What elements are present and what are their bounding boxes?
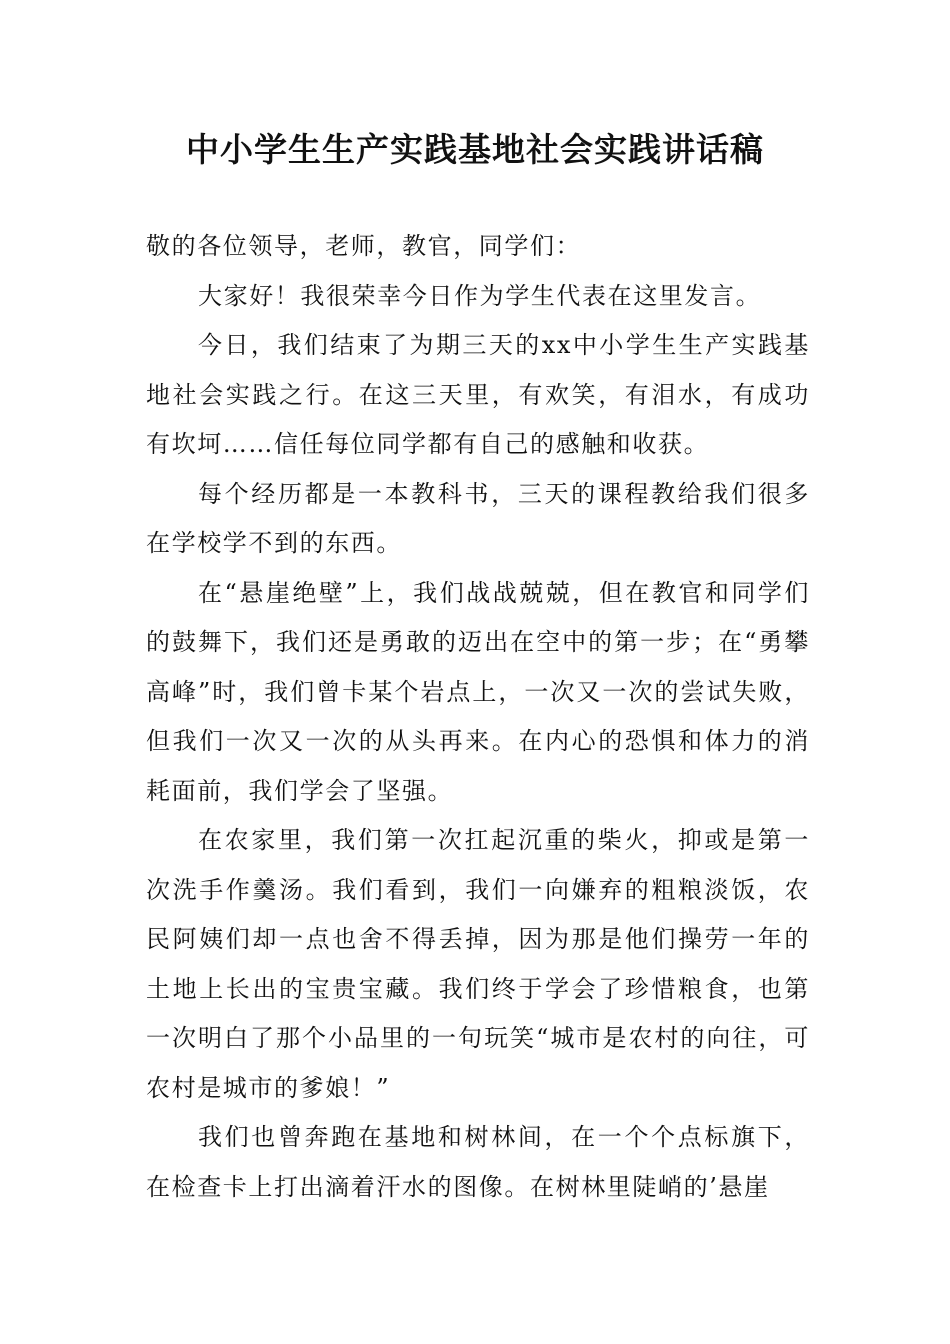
paragraph-farmhouse: 在农家里，我们第一次扛起沉重的柴火，抑或是第一次洗手作羹汤。我们看到，我们一向嫌弃的粗粮淡饭，农民阿姨们却一点也舍不得丢掉，因为那是他们操劳一年的土地上长出的宝贵宝藏。我们终于学会了珍惜粮食，也第一次明白了那个小品里的一句玩笑“城市是农村的向往，可农村是城市的爹娘！” [146,826,810,1102]
salutation: 敬的各位领导，老师，教官，同学们： [146,232,582,260]
document-body [146,222,810,1212]
paragraph-orienteering: 我们也曾奔跑在基地和树林间，在一个个点标旗下，在检查卡上打出滴着汗水的图像。在树林里陡峭的’悬崖 [146,1123,810,1201]
paragraph-lessons: 每个经历都是一本教科书，三天的课程教给我们很多在学校学不到的东西。 [146,479,810,557]
paragraph-greeting: 大家好！我很荣幸今日作为学生代表在这里发言。 [198,281,762,310]
paragraph-introduction: 今日，我们结束了为期三天的xx中小学生生产实践基地社会实践之行。在这三天里，有欢笑，有泪水，有成功有坎坷……信任每位同学都有自己的感触和收获。 [146,331,810,458]
paragraph-cliff-climbing: 在“悬崖绝壁”上，我们战战兢兢，但在教官和同学们的鼓舞下，我们还是勇敢的迈出在空中的第一步；在“勇攀高峰”时，我们曾卡某个岩点上，一次又一次的尝试失败，但我们一次又一次的从头再来。在内心的恐惧和体力的消耗面前，我们学会了坚强。 [146,578,810,805]
document-title: 中小学生生产实践基地社会实践讲话稿 [186,130,764,169]
